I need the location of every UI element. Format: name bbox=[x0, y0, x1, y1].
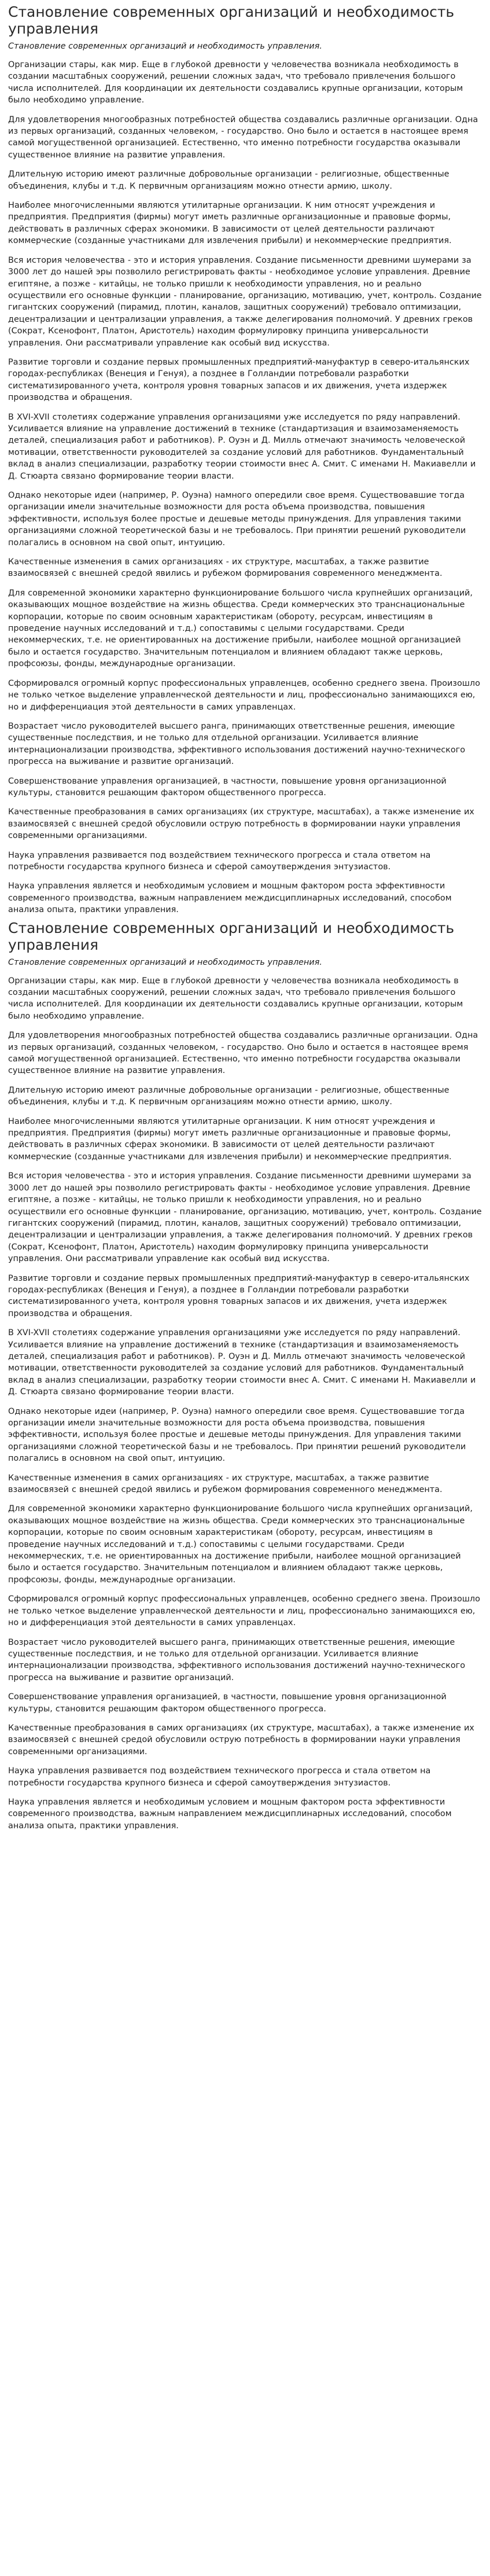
article-section bbox=[8, 920, 482, 1832]
article-section bbox=[8, 3, 482, 916]
body-paragraph: Для современной экономики характерно функционирование большого числа крупнейших организаций, оказывающих мощное воздействие на жизнь общества. Среди коммерческих это транснациональные корпорации, которые по своим основным характеристикам (обороту, ресурсам, инвестициям в проведение научных исследований и т.д.) сопоставимы с целыми государствами. Среди некоммерческих, т.е. не ориентированных на достижение прибыли, наиболее мощной организацией было и остается государство. Значительным потенциалом и влиянием обладают также церковь, профсоюзы, фонды, международные организации. bbox=[8, 588, 473, 669]
body-paragraph: Для удовлетворения многообразных потребностей общества создавались различные организации. Одна из первых организаций, созданных человеком, - государство. Оно было и остается в настоящее время самой могущественной организацией. Естественно, что именно потребности государства оказывали существенное влияние на развитие управления. bbox=[8, 115, 478, 160]
body-paragraph: Для современной экономики характерно функционирование большого числа крупнейших организаций, оказывающих мощное воздействие на жизнь общества. Среди коммерческих это транснациональные корпорации, которые по своим основным характеристикам (обороту, ресурсам, инвестициям в проведение научных исследований и т.д.) сопоставимы с целыми государствами. Среди некоммерческих, т.е. не ориентированных на достижение прибыли, наиболее мощной организацией было и остается государство. Значительным потенциалом и влиянием обладают также церковь, профсоюзы, фонды, международные организации. bbox=[8, 1504, 473, 1585]
body-paragraph: Наука управления развивается под воздействием технического прогресса и стала ответом на потребности государства крупного бизнеса и сферой самоутверждения энтузиастов. bbox=[8, 850, 431, 872]
article-body bbox=[8, 975, 482, 1832]
body-paragraph: Наука управления развивается под воздействием технического прогресса и стала ответом на потребности государства крупного бизнеса и сферой самоутверждения энтузиастов. bbox=[8, 1766, 431, 1788]
body-paragraph: Возрастает число руководителей высшего ранга, принимающих ответственные решения, имеющие существенные последствия, и не только для отдельной организации. Усиливается влияние интернационализации производства, эффективного использования достижений научно-технического прогресса на выживание и развитие организаций. bbox=[8, 1637, 465, 1682]
body-paragraph: Развитие торговли и создание первых промышленных предприятий-мануфактур в северо-итальянских городах-республиках (Венеция и Генуя), а позднее в Голландии потребовали разработки систематизированного учета, контроля уровня товарных запасов и их движения, учета издержек производства и обращения. bbox=[8, 1273, 470, 1318]
body-paragraph: Совершенствование управления организацией, в частности, повышение уровня организационной культуры, становится решающим фактором общественного прогресса. bbox=[8, 1692, 447, 1714]
article-body bbox=[8, 59, 482, 916]
body-paragraph: Качественные преобразования в самих организациях (их структуре, масштабах), а также изменение их взаимосвязей с внешней средой обусловили острую потребность в формировании науки управления современными организациями. bbox=[8, 1723, 474, 1756]
body-paragraph: Для удовлетворения многообразных потребностей общества создавались различные организации. Одна из первых организаций, созданных человеком, - государство. Оно было и остается в настоящее время самой могущественной организацией. Естественно, что именно потребности государства оказывали существенное влияние на развитие управления. bbox=[8, 1031, 478, 1076]
body-paragraph: Наиболее многочисленными являются утилитарные организации. К ним относят учреждения и предприятия. Предприятия (фирмы) могут иметь различные организационные и правовые формы, действовать в различных сферах экономики. В зависимости от целей деятельности различают коммерческие (созданные участниками для извлечения прибыли) и некоммерческие предприятия. bbox=[8, 201, 452, 246]
body-paragraph: Однако некоторые идеи (например, Р. Оуэна) намного опередили свое время. Существовавшие тогда организации имели значительные возможности для роста объема производства, повышения эффективности, используя более простые и дешевые методы принуждения. Для управления такими организациями сложной теоретической базы и не требовалось. При принятии решений руководители полагались в основном на свой опыт, интуицию. bbox=[8, 1406, 466, 1464]
body-paragraph: Длительную историю имеют различные добровольные организации - религиозные, общественные объединения, клубы и т.д. К первичным организациям можно отнести армию, школу. bbox=[8, 1085, 450, 1107]
body-paragraph: Совершенствование управления организацией, в частности, повышение уровня организационной культуры, становится решающим фактором общественного прогресса. bbox=[8, 776, 447, 798]
body-paragraph: Наиболее многочисленными являются утилитарные организации. К ним относят учреждения и предприятия. Предприятия (фирмы) могут иметь различные организационные и правовые формы, действовать в различных сферах экономики. В зависимости от целей деятельности различают коммерческие (созданные участниками для извлечения прибыли) и некоммерческие предприятия. bbox=[8, 1116, 452, 1162]
body-paragraph: Сформировался огромный корпус профессиональных управленцев, особенно среднего звена. Произошло не только четкое выделение управленческой деятельности и лиц, профессионально занимающихся ею, но и дифференциация этой деятельности в самих управленцах. bbox=[8, 1594, 480, 1628]
body-paragraph: Качественные изменения в самих организациях - их структуре, масштабах, а также развитие взаимосвязей с внешней средой явились и рубежом формирования современного менеджмента. bbox=[8, 557, 443, 579]
body-paragraph: Вся история человечества - это и история управления. Создание письменности древними шумерами за 3000 лет до нашей эры позволило регистрировать факты - необходимое условие управления. Древние египтяне, а позже - китайцы, не только пришли к необходимости управления, но и реально осуществили его основные функции - планирование, организацию, мотивацию, учет, контроль. Создание гигантских сооружений (пирамид, плотин, каналов, защитных сооружений) требовало оптимизации, децентрализации и централизации управления, а также делегирования полномочий. У древних греков (Сократ, Ксенофонт, Платон, Аристотель) находим формулировку принципа универсальности управления. Они рассматривали управление как особый вид искусства. bbox=[8, 255, 482, 348]
body-paragraph: Сформировался огромный корпус профессиональных управленцев, особенно среднего звена. Произошло не только четкое выделение управленческой деятельности и лиц, профессионально занимающихся ею, но и дифференциация этой деятельности в самих управленцах. bbox=[8, 678, 480, 712]
body-paragraph: Вся история человечества - это и история управления. Создание письменности древними шумерами за 3000 лет до нашей эры позволило регистрировать факты - необходимое условие управления. Древние египтяне, а позже - китайцы, не только пришли к необходимости управления, но и реально осуществили его основные функции - планирование, организацию, мотивацию, учет, контроль. Создание гигантских сооружений (пирамид, плотин, каналов, защитных сооружений) требовало оптимизации, децентрализации и централизации управления, а также делегирования полномочий. У древних греков (Сократ, Ксенофонт, Платон, Аристотель) находим формулировку принципа универсальности управления. Они рассматривали управление как особый вид искусства. bbox=[8, 1171, 482, 1264]
body-paragraph: Наука управления является и необходимым условием и мощным фактором роста эффективности современного производства, важным направлением междисциплинарных исследований, способом анализа опыта, практики управления. bbox=[8, 1797, 452, 1831]
body-paragraph: Качественные изменения в самих организациях - их структуре, масштабах, а также развитие взаимосвязей с внешней средой явились и рубежом формирования современного менеджмента. bbox=[8, 1473, 443, 1495]
body-paragraph: Длительную историю имеют различные добровольные организации - религиозные, общественные объединения, клубы и т.д. К первичным организациям можно отнести армию, школу. bbox=[8, 170, 450, 191]
article-title: Становление современных организаций и необходимость управления bbox=[8, 919, 455, 953]
body-paragraph: Развитие торговли и создание первых промышленных предприятий-мануфактур в северо-итальянских городах-республиках (Венеция и Генуя), а позднее в Голландии потребовали разработки систематизированного учета, контроля уровня товарных запасов и их движения, учета издержек производства и обращения. bbox=[8, 357, 470, 403]
article-title: Становление современных организаций и необходимость управления bbox=[8, 3, 455, 37]
article-subtitle: Становление современных организаций и необходимость управления. bbox=[8, 42, 322, 51]
article-subtitle: Становление современных организаций и необходимость управления. bbox=[8, 957, 322, 967]
body-paragraph: Организации стары, как мир. Еще в глубокой древности у человечества возникала необходимость в создании масштабных сооружений, решении сложных задач, что требовало привлечения большого числа исполнителей. Для координации их деятельности создавались крупные организации, которым было необходимо управление. bbox=[8, 976, 463, 1021]
body-paragraph: Возрастает число руководителей высшего ранга, принимающих ответственные решения, имеющие существенные последствия, и не только для отдельной организации. Усиливается влияние интернационализации производства, эффективного использования достижений научно-технического прогресса на выживание и развитие организаций. bbox=[8, 721, 465, 767]
body-paragraph: Однако некоторые идеи (например, Р. Оуэна) намного опередили свое время. Существовавшие тогда организации имели значительные возможности для роста объема производства, повышения эффективности, используя более простые и дешевые методы принуждения. Для управления такими организациями сложной теоретической базы и не требовалось. При принятии решений руководители полагались в основном на свой опыт, интуицию. bbox=[8, 491, 466, 547]
body-paragraph: В XVI-XVII столетиях содержание управления организациями уже исследуется по ряду направлений. Усиливается влияние на управление достижений в технике (стандартизация и взаимозаменяемость деталей, специализация работ и работников). Р. Оуэн и Д. Милль отмечают значимость человеческой мотивации, ответственности руководителей за создание условий для работников. Фундаментальный вклад в анализ специализации, разработку теории стоимости внес А. Смит. С именами Н. Макиавелли и Д. Стюарта связано формирование теории власти. bbox=[8, 1328, 476, 1397]
body-paragraph: Качественные преобразования в самих организациях (их структуре, масштабах), а также изменение их взаимосвязей с внешней средой обусловили острую потребность в формировании науки управления современными организациями. bbox=[8, 807, 474, 841]
body-paragraph: Организации стары, как мир. Еще в глубокой древности у человечества возникала необходимость в создании масштабных сооружений, решении сложных задач, что требовало привлечения большого числа исполнителей. Для координации их деятельности создавались крупные организации, которым было необходимо управление. bbox=[8, 60, 463, 105]
body-paragraph: Наука управления является и необходимым условием и мощным фактором роста эффективности современного производства, важным направлением междисциплинарных исследований, способом анализа опыта, практики управления. bbox=[8, 881, 452, 915]
body-paragraph: В XVI-XVII столетиях содержание управления организациями уже исследуется по ряду направлений. Усиливается влияние на управление достижений в технике (стандартизация и взаимозаменяемость деталей, специализация работ и работников). Р. Оуэн и Д. Милль отмечают значимость человеческой мотивации, ответственности руководителей за создание условий для работников. Фундаментальный вклад в анализ специализации, разработку теории стоимости внес А. Смит. С именами Н. Макиавелли и Д. Стюарта связано формирование теории власти. bbox=[8, 412, 476, 481]
